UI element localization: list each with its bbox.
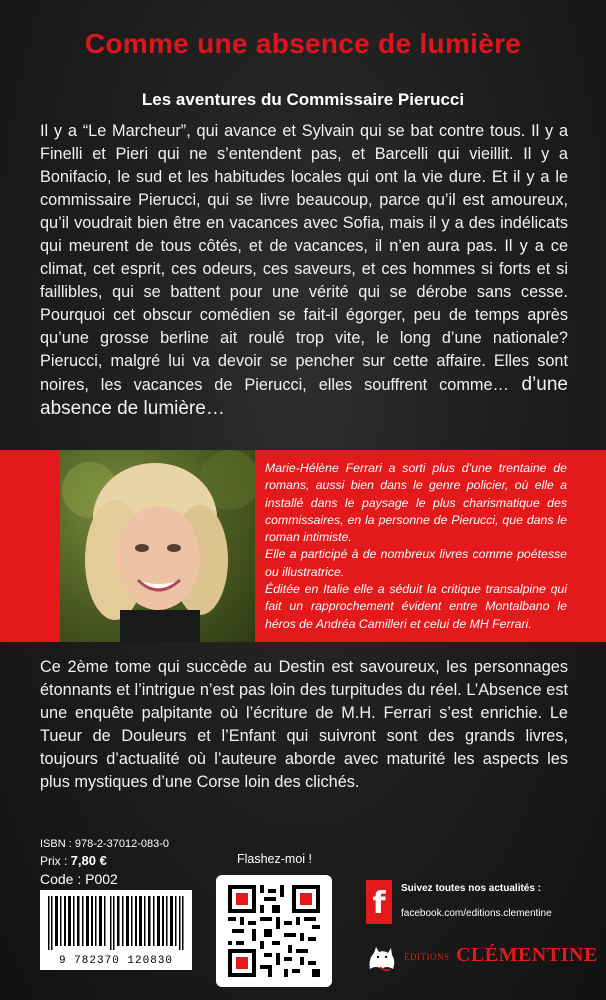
synopsis-ending: d’une absence de lumière…: [40, 374, 568, 419]
bio-paragraph: Elle a participé à de nombreux livres comme poétesse ou illustratrice.: [265, 547, 567, 579]
bio-paragraph: Marie-Hélène Ferrari a sorti plus d’une trentaine de romans, aussi bien dans le genre policier, où elle a installé dans le paysage le plus charismatique des commissaires, en la personne de Pierucci, que dans le roman intimiste.: [265, 461, 567, 545]
author-bio: [265, 460, 567, 633]
qr-code[interactable]: [216, 875, 332, 987]
series-subtitle: Les aventures du Commissaire Pierucci: [141, 90, 465, 109]
barcode-number: 9 782370 120830: [58, 955, 174, 967]
price-label: Prix :: [40, 854, 71, 868]
synopsis-text: [40, 120, 568, 421]
review-text: Ce 2ème tome qui succède au Destin est savoureux, les personnages étonnants et l’intrigue n’est pas loin des turpitudes du réel. L’Absence est une enquête palpitante où l’écriture de M.H. Ferrari s’est enrichie. Le Tueur de Douleurs et l’Enfant qui suivront sont des grands livres, toujours d’actualité où l’auteure aborde avec maturité les aspects les plus mystiques d’une Corse loin des clichés.: [40, 658, 568, 791]
price-value: 7,80 €: [70, 853, 107, 868]
price: [40, 853, 169, 868]
isbn-block: [40, 838, 169, 890]
social-follow-text: Suivez toutes nos actualités :: [401, 883, 542, 894]
facebook-icon[interactable]: f: [366, 880, 392, 924]
barcode: [40, 890, 192, 970]
isbn-text: ISBN : 978-2-37012-083-0: [40, 838, 170, 850]
publisher-prefix: ÉDITIONS: [404, 952, 450, 962]
publisher-name: CLÉMENTINE: [456, 944, 598, 966]
qr-label: Flashez-moi !: [236, 852, 313, 866]
qr-code-image: [228, 885, 320, 977]
publisher-logo: [366, 944, 598, 973]
author-photo: [60, 450, 255, 642]
facebook-link[interactable]: facebook.com/editions.clementine: [401, 908, 552, 919]
synopsis-body: Il y a “Le Marcheur”, qui avance et Sylvain qui se bat contre tous. Il y a Finelli et Pieri qui ne s’entendent pas, et Barcelli qui vieillit. Il y a Bonifacio, le sud et les habitudes locales qui ont la vie dure. Et il y a le commissaire Pierucci, qui se livre beaucoup, parce qu’il est amoureux, qu’il voudrait bien être en vacances avec Sofia, mais il y a des indélicats qui meurent de tous côtés, et de vacances, il n’en aura pas. Il y a ce climat, cet esprit, ces odeurs, ces saveurs, et ces hommes si forts et si faillibles, qui se battent pour une vérité qui se dérobe sans cesse. Pourquoi cet obscur comédien se fait-il égorger, peu de temps après qu’une grosse berline ait roulé trop vite, le long d’une nationale? Pierucci, malgré lui va devoir se pencher sur cette affaire. Elles sont noires, les vacances de Pierucci, elles souffrent comme…: [40, 122, 568, 394]
product-code: Code : P002: [40, 871, 118, 887]
bio-paragraph: Éditée en Italie elle a séduit la critique transalpine qui fait un rapprochement évident entre Montalbano le héros de Andréa Camilleri et celui de MH Ferrari.: [265, 582, 567, 631]
author-band: [0, 450, 606, 642]
book-title: Comme une absence de lumière: [84, 28, 522, 59]
barcode-bars: [46, 896, 186, 950]
cat-logo-icon: [366, 945, 400, 973]
